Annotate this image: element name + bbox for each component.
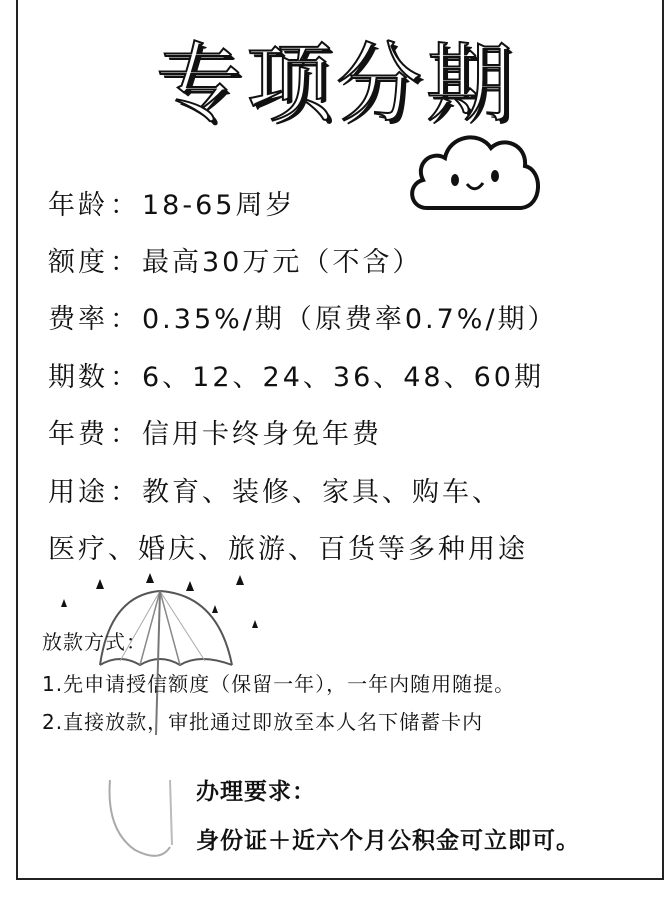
detail-value: 信用卡终身免年费 [142,419,382,450]
detail-value: 教育、装修、家具、购车、 [142,477,502,508]
detail-label: 年龄 [48,190,108,221]
loan-method-item: 1.先申请授信额度（保留一年），一年内随用随提。 [42,672,516,696]
detail-value: 0.35%/期（原费率0.7%/期） [142,304,558,335]
detail-row-purpose: 用途：教育、装修、家具、购车、 [48,470,502,509]
detail-label: 期数 [48,362,108,393]
detail-value: 18-65周岁 [142,190,296,221]
page-title: 专项分期 [156,34,516,134]
detail-label: 年费 [48,419,108,450]
requirements-heading: 办理要求： [196,779,316,805]
detail-row-rate: 费率：0.35%/期（原费率0.7%/期） [48,297,558,336]
detail-row-age: 年龄：18-65周岁 [48,183,295,222]
smiling-cloud-icon [405,120,545,220]
detail-row-limit: 额度：最高30万元（不含） [48,240,422,279]
purpose-continued: 医疗、婚庆、旅游、百货等多种用途 [48,534,528,565]
detail-label: 额度 [48,247,108,278]
detail-row-annual-fee: 年费：信用卡终身免年费 [48,412,382,451]
detail-row-terms: 期数：6、12、24、36、48、60期 [48,355,544,394]
detail-label: 费率 [48,304,108,335]
detail-value: 最高30万元（不含） [142,247,423,278]
requirements-text: 身份证＋近六个月公积金可立即可。 [196,828,580,854]
loan-method-heading: 放款方式： [42,630,147,654]
detail-value: 6、12、24、36、48、60期 [142,362,544,393]
detail-label: 用途 [48,477,108,508]
loan-method-item: 2.直接放款，审批通过即放至本人名下储蓄卡内 [42,710,484,734]
